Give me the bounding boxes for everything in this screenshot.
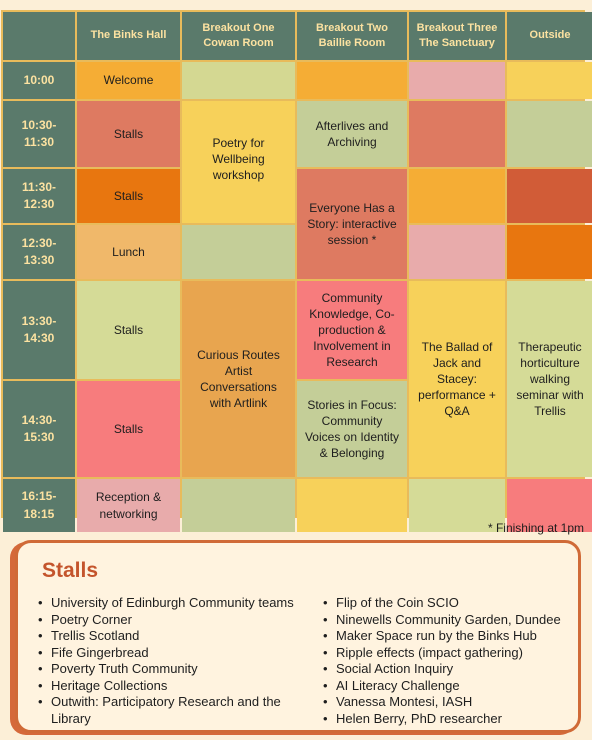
session-stalls: Stalls bbox=[77, 169, 180, 223]
time-slot: 10:30- 11:30 bbox=[3, 101, 75, 167]
header-breakout-one: Breakout One Cowan Room bbox=[182, 12, 295, 60]
empty-slot bbox=[182, 62, 295, 99]
list-item: • Outwith: Participatory Research and the Library bbox=[38, 694, 313, 727]
empty-slot bbox=[182, 479, 295, 532]
stalls-title: Stalls bbox=[42, 559, 99, 582]
empty-slot bbox=[507, 225, 592, 279]
session-afterlives: Afterlives and Archiving bbox=[297, 101, 407, 167]
list-item: • Social Action Inquiry bbox=[323, 661, 573, 678]
session-stories-in-focus: Stories in Focus: Community Voices on Identity & Belonging bbox=[297, 381, 407, 477]
list-item: • Ninewells Community Garden, Dundee bbox=[323, 612, 573, 629]
stalls-list-right bbox=[323, 595, 573, 727]
empty-slot bbox=[182, 225, 295, 279]
time-slot: 11:30- 12:30 bbox=[3, 169, 75, 223]
empty-slot bbox=[409, 169, 505, 223]
time-slot: 10:00 bbox=[3, 62, 75, 99]
session-lunch: Lunch bbox=[77, 225, 180, 279]
list-item: • Ripple effects (impact gathering) bbox=[323, 645, 573, 662]
header-breakout-two: Breakout Two Baillie Room bbox=[297, 12, 407, 60]
session-therapeutic-horticulture: Therapeutic horticulture walking seminar with Trellis bbox=[507, 281, 592, 477]
time-slot: 16:15- 18:15 bbox=[3, 479, 75, 532]
list-item: • Helen Berry, PhD researcher bbox=[323, 711, 573, 728]
empty-slot bbox=[297, 479, 407, 532]
session-stalls: Stalls bbox=[77, 101, 180, 167]
empty-slot bbox=[507, 169, 592, 223]
list-item: • Maker Space run by the Binks Hub bbox=[323, 628, 573, 645]
session-community-knowledge: Community Knowledge, Co- production & Involvement in Research bbox=[297, 281, 407, 379]
list-item: • Heritage Collections bbox=[38, 678, 313, 695]
session-stalls: Stalls bbox=[77, 281, 180, 379]
list-item: • Vanessa Montesi, IASH bbox=[323, 694, 573, 711]
empty-slot bbox=[507, 101, 592, 167]
list-item: • AI Literacy Challenge bbox=[323, 678, 573, 695]
empty-slot bbox=[409, 62, 505, 99]
empty-slot bbox=[297, 62, 407, 99]
empty-slot bbox=[507, 62, 592, 99]
list-item: • Trellis Scotland bbox=[38, 628, 313, 645]
header-breakout-three: Breakout Three The Sanctuary bbox=[409, 12, 505, 60]
empty-slot bbox=[409, 101, 505, 167]
session-welcome: Welcome bbox=[77, 62, 180, 99]
session-stalls: Stalls bbox=[77, 381, 180, 477]
session-curious-routes: Curious Routes Artist Conversations with Artlink bbox=[182, 281, 295, 477]
session-reception: Reception & networking bbox=[77, 479, 180, 532]
session-everyone-has-a-story: Everyone Has a Story: interactive session * bbox=[297, 169, 407, 279]
stalls-panel bbox=[15, 540, 581, 733]
list-item: • Fife Gingerbread bbox=[38, 645, 313, 662]
list-item: • Poverty Truth Community bbox=[38, 661, 313, 678]
footnote: * Finishing at 1pm bbox=[487, 521, 584, 535]
schedule-table bbox=[1, 10, 585, 521]
session-poetry-workshop: Poetry for Wellbeing workshop bbox=[182, 101, 295, 223]
time-slot: 14:30- 15:30 bbox=[3, 381, 75, 477]
header-outside: Outside bbox=[507, 12, 592, 60]
stalls-list-left bbox=[38, 595, 313, 727]
header-binks-hall: The Binks Hall bbox=[77, 12, 180, 60]
list-item: • Poetry Corner bbox=[38, 612, 313, 629]
time-slot: 13:30- 14:30 bbox=[3, 281, 75, 379]
list-item: • University of Edinburgh Community teams bbox=[38, 595, 313, 612]
time-slot: 12:30- 13:30 bbox=[3, 225, 75, 279]
empty-slot bbox=[409, 225, 505, 279]
list-item: • Flip of the Coin SCIO bbox=[323, 595, 573, 612]
session-ballad-of-jack-and-stacey: The Ballad of Jack and Stacey: performance + Q&A bbox=[409, 281, 505, 477]
header-corner bbox=[3, 12, 75, 60]
